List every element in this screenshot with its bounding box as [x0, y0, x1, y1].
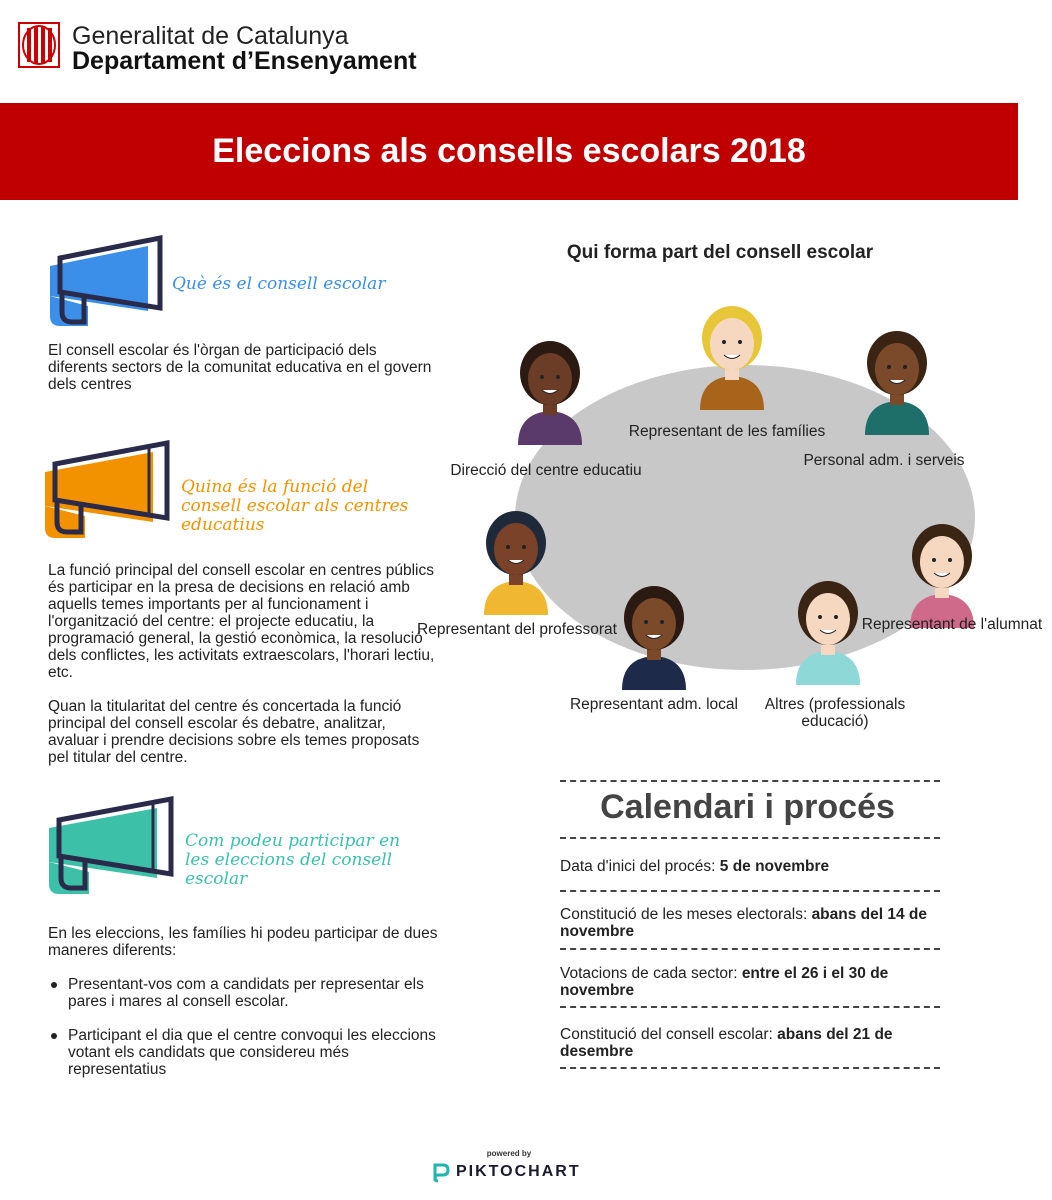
- piktochart-link[interactable]: [432, 1161, 581, 1183]
- section-title-participate: Com podeu participar en les eleccions del consell escolar: [185, 831, 401, 889]
- calendar-item-label: Constitució de les meses electorals:: [560, 906, 812, 923]
- divider: [560, 890, 940, 892]
- piktochart-logo-icon: [432, 1161, 450, 1183]
- megaphone-icon: [43, 440, 173, 545]
- council-member-label: Representant del professorat: [417, 621, 617, 638]
- section-text-function-1: La funció principal del consell escolar en centres públics és participar en la presa de decisions en relació amb aquells temes importants per al funcionament i l'organització del centre: el projecte educatiu, la programació general, la gestió econòmica, la resolució dels conflictes, les activitats extraescolars, l'horari lectiu, etc.: [48, 562, 435, 681]
- calendar-item: [560, 906, 950, 940]
- calendar-item: [560, 965, 950, 999]
- list-item: Presentant-vos com a candidats per representar els pares i mares al consell escolar.: [48, 976, 438, 1010]
- title-banner: [0, 103, 1018, 200]
- divider: [560, 948, 940, 950]
- calendar-item-date: 5 de novembre: [719, 858, 830, 875]
- section-text-function-2: Quan la titularitat del centre és concertada la funció principal del consell escolar és debatre, analitzar, avaluar i prendre decisions sobre els temes proposats pel titular del centre.: [48, 698, 420, 766]
- divider: [560, 837, 940, 839]
- divider: [560, 780, 940, 782]
- piktochart-brand: PIKTOCHART: [456, 1163, 581, 1180]
- dept-name: Departament d’Ensenyament: [72, 47, 417, 75]
- megaphone-icon: [48, 236, 168, 333]
- divider: [560, 1067, 940, 1069]
- council-member-avatar: [857, 325, 937, 435]
- list-item: Participant el dia que el centre convoqui les eleccions votant els candidats que considereu més representatius: [48, 1027, 438, 1078]
- section-title-function: Quina és la funció del consell escolar als centres educatius: [181, 477, 409, 535]
- generalitat-logo: [18, 22, 60, 68]
- calendar-item-date: entre el 26 i el 30 de novembre: [560, 965, 889, 999]
- council-member-avatar: [902, 518, 982, 628]
- calendar-title: Calendari i procés: [600, 788, 895, 826]
- council-member-label: Personal adm. i serveis: [803, 452, 965, 469]
- section-text-what: El consell escolar és l'òrgan de participació dels diferents sectors de la comunitat educativa en el govern dels centres: [48, 342, 432, 393]
- calendar-item-label: Constitució del consell escolar:: [560, 1026, 778, 1043]
- section-title-what: Què és el consell escolar: [172, 274, 386, 294]
- council-title: Qui forma part del consell escolar: [566, 242, 874, 263]
- participation-list: [48, 976, 438, 1095]
- council-member-label: Representant de les famílies: [628, 423, 826, 440]
- org-name: Generalitat de Catalunya: [72, 22, 349, 50]
- council-member-avatar: [614, 580, 694, 690]
- calendar-item-date: abans del 21 de desembre: [560, 1026, 893, 1060]
- page-title: Eleccions als consells escolars 2018: [212, 132, 806, 170]
- powered-by: powered by: [486, 1149, 532, 1158]
- calendar-item: [560, 858, 950, 875]
- council-member-avatar: [692, 300, 772, 410]
- calendar-item-label: Data d'inici del procés:: [560, 858, 720, 875]
- calendar-item-date: abans del 14 de novembre: [560, 906, 928, 940]
- council-member-avatar: [476, 505, 556, 615]
- council-member-label: Representant adm. local: [569, 696, 738, 713]
- council-member-avatar: [510, 335, 590, 445]
- calendar-item: [560, 1026, 950, 1060]
- council-member-label: Altres (professionals educació): [764, 696, 906, 730]
- section-text-participate: En les eleccions, les famílies hi podeu participar de dues maneres diferents:: [48, 925, 438, 959]
- calendar-item-label: Votacions de cada sector:: [560, 965, 742, 982]
- council-member-label: Representant de l'alumnat: [861, 616, 1043, 633]
- megaphone-icon: [47, 796, 177, 901]
- council-member-label: Direcció del centre educatiu: [450, 462, 642, 479]
- divider: [560, 1006, 940, 1008]
